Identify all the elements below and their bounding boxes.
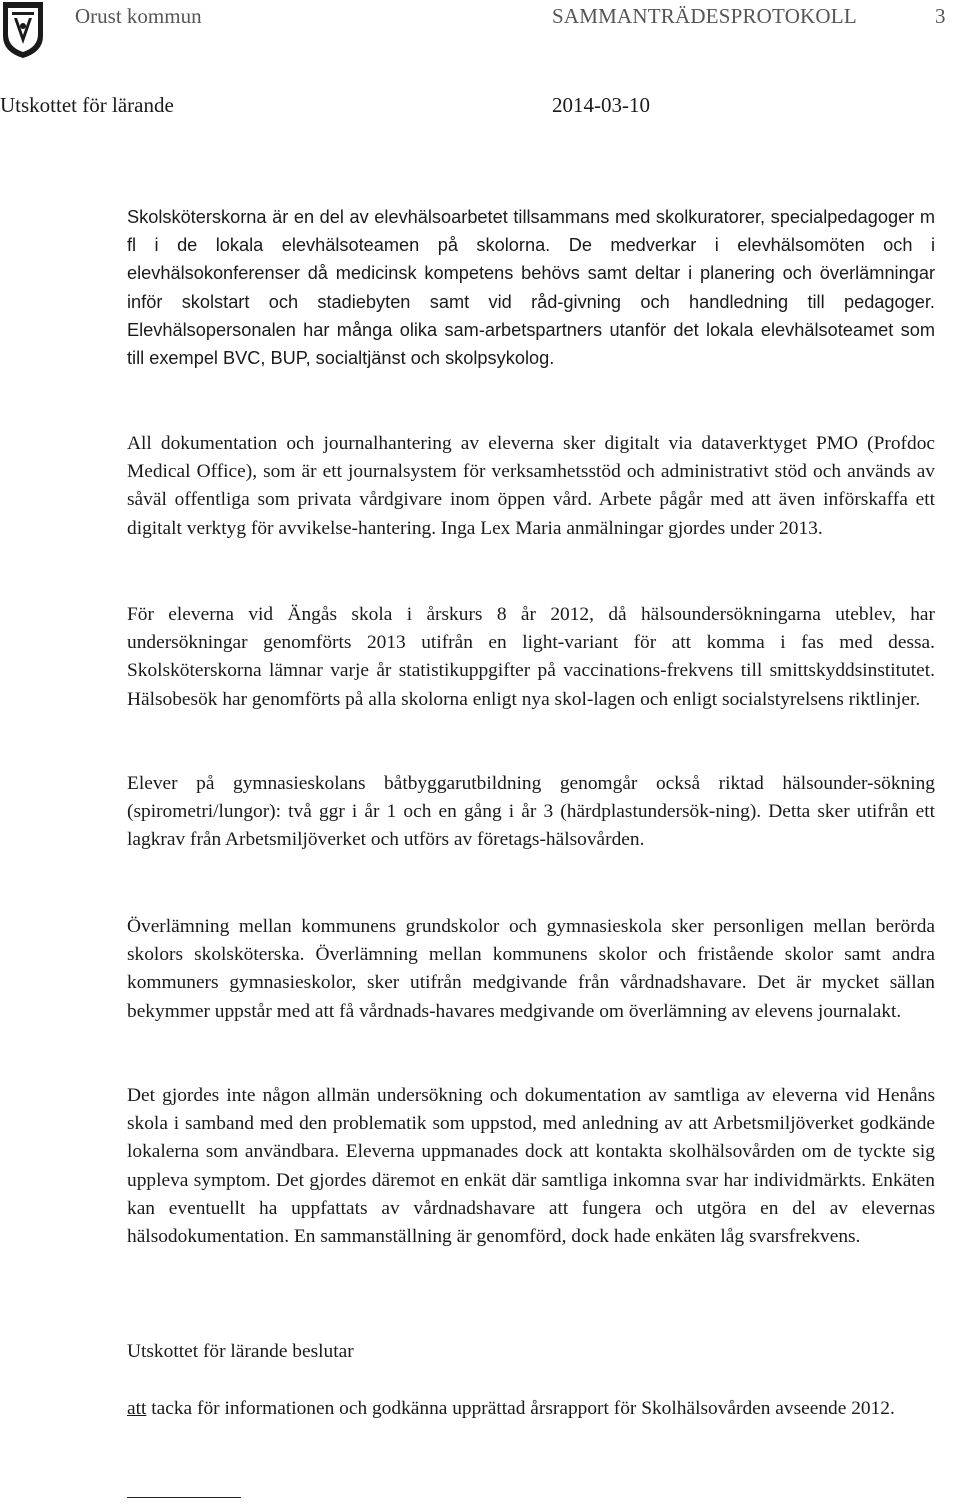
paragraph-school-nurses: Skolsköterskorna är en del av elevhälsoarbetet tillsammans med skolkuratorer, specialpedagoger m fl i de lokala elevhälsoteamen på skolorna. De medverkar i elevhälsomöten och i elevhälsokonferenser då medicinsk kompetens behövs samt deltar i planering och överlämningar inför skolstart och stadiebyten samt vid råd-givning och handledning till pedagoger. Elevhälsopersonalen har många olika sam-arbetspartners utanför det lokala elevhälsoteamet som till exempel BVC, BUP, socialtjänst och skolpsykolog.	[127, 207, 935, 369]
decision-text	[127, 1395, 935, 1423]
paragraph-documentation: All dokumentation och journalhantering av eleverna sker digitalt via dataverktyget PMO (Profdoc Medical Office), som är ett journalsystem för verksamhetsstöd och administrativt stöd och används av såväl offentliga som privata vårdgivare inom öppen vård. Arbete pågår med att även införskaffa ett digitalt verktyg för avvikelse-hantering. Inga Lex Maria anmälningar gjordes under 2013.	[127, 433, 935, 539]
decision-heading: Utskottet för lärande beslutar	[127, 1341, 354, 1362]
paragraph-henan-school: Det gjordes inte någon allmän undersökning och dokumentation av samtliga av eleverna vid Henåns skola i samband med den problematik som uppstod, med anledning av att Arbetsmiljöverket godkände lokalerna som användbara. Eleverna uppmanades dock att kontakta skolhälsovården om de tyckte sig uppleva symptom. Det gjordes däremot en enkät där samtliga inkomna svar har individmärkts. Enkäten kan eventuellt ha uppfattats av vårdnadshavare att fungera och utgöra en del av elevernas hälsodokumentation. En sammanställning är genomförd, dock hade enkäten låg svarsfrekvens.	[127, 1085, 935, 1248]
signature-line	[127, 1497, 241, 1498]
paragraph-boatbuilding-program: Elever på gymnasieskolans båtbyggarutbildning genomgår också riktad hälsounder-sökning (spirometri/lungor): två ggr i år 1 och en gång i år 3 (härdplastundersök-ning). Detta sker utifrån ett lagkrav från Arbetsmiljöverket och utförs av företags-hälsovården.	[127, 773, 935, 851]
meeting-date: 2014-03-10	[552, 93, 650, 117]
decision-body: tacka för informationen och godkänna upprättad årsrapport för Skolhälsovården avseende 2012.	[146, 1398, 895, 1419]
att-keyword: att	[127, 1398, 147, 1419]
paragraph-handover: Överlämning mellan kommunens grundskolor och gymnasieskola sker personligen mellan berörda skolors skolsköterska. Överlämning mellan kommunens skolor och fristående skolor samt andra kommuners gymnasieskolor, sker utifrån medgivande från vårdnadshavare. Det är mycket sällan bekymmer uppstår med att få vårdnads-havares medgivande om överlämning av elevens journalakt.	[127, 916, 935, 1022]
document-title: SAMMANTRÄDESPROTOKOLL	[552, 4, 857, 28]
municipality-name: Orust kommun	[75, 4, 202, 28]
municipal-coat-of-arms-icon	[0, 0, 46, 60]
committee-name: Utskottet för lärande	[0, 93, 174, 117]
page-number: 3	[935, 4, 946, 28]
paragraph-health-examinations: För eleverna vid Ängås skola i årskurs 8 år 2012, då hälsoundersökningarna uteblev, har undersökningar genomförts 2013 utifrån en light-variant för att komma i fas med dessa. Skolsköterskorna lämnar varje år statistikuppgifter på vaccinations-frekvens till smittskyddsinstitutet. Hälsobesök har genomförts på alla skolorna enligt nya skol-lagen och enligt socialstyrelsens riktlinjer.	[127, 604, 935, 710]
